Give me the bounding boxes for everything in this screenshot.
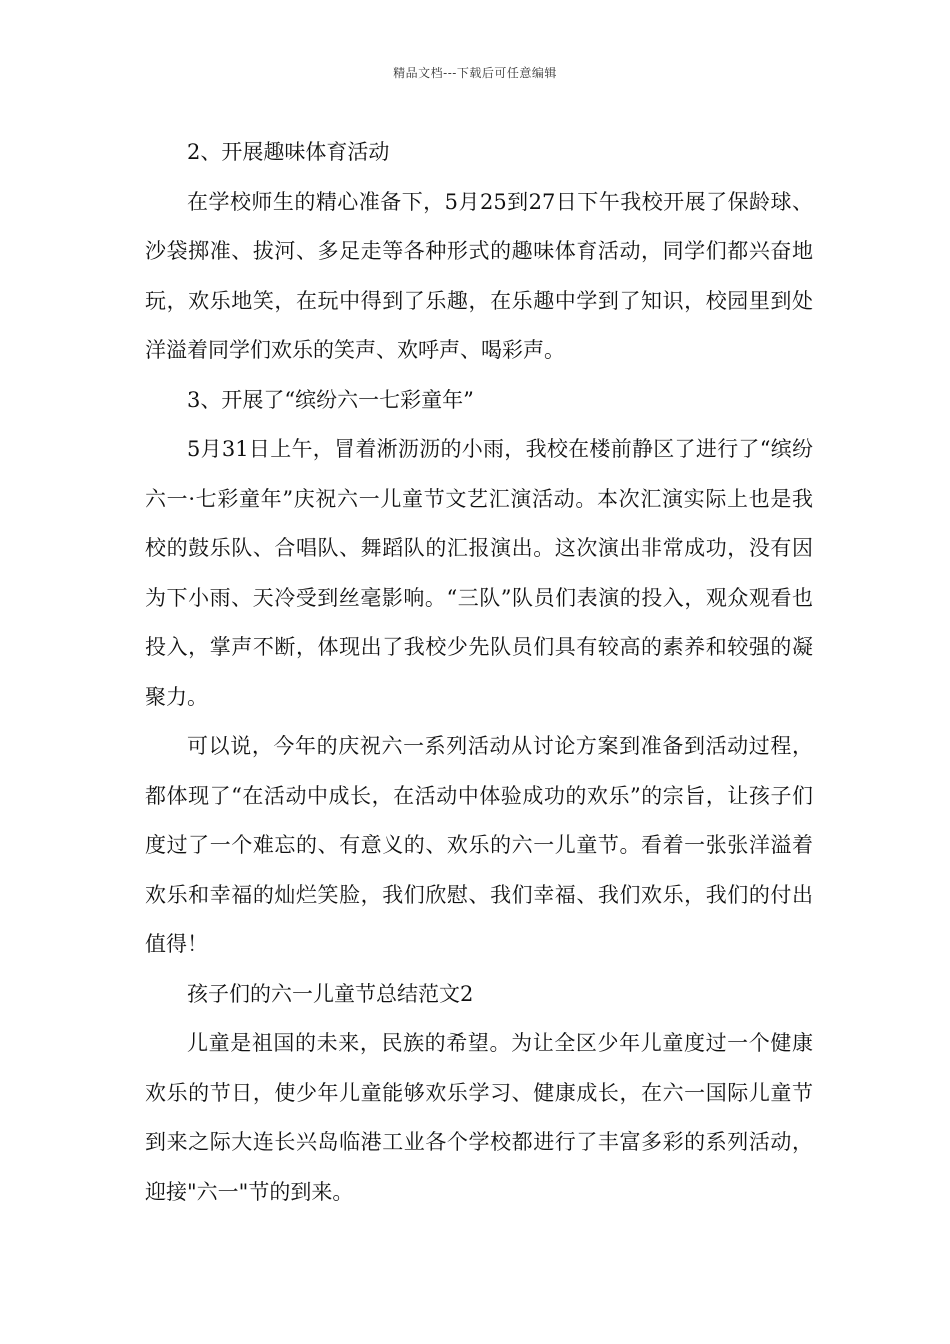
paragraph-essay-2-intro: 儿童是祖国的未来，民族的希望。为让全区少年儿童度过一个健康欢乐的节日，使少年儿童能够欢乐学习、健康成长，在六一国际儿童节到来之际大连长兴岛临港工业各个学校都进行了丰富多彩的系列活动，迎接"六一"节的到来。 xyxy=(145,1031,813,1204)
page-header: 精品文档---下载后可任意编辑 xyxy=(393,66,557,80)
section-heading-sports: 2、开展趣味体育活动 xyxy=(187,140,390,164)
paragraph-sports-activities: 在学校师生的精心准备下，5月25到27日下午我校开展了保龄球、沙袋掷准、拔河、多足走等各种形式的趣味体育活动，同学们都兴奋地玩，欢乐地笑，在玩中得到了乐趣，在乐趣中学到了知识，校园里到处洋溢着同学们欢乐的笑声、欢呼声、喝彩声。 xyxy=(145,189,813,362)
section-heading-performance: 3、开展了“缤纷六一七彩童年” xyxy=(187,387,474,412)
paragraph-conclusion: 可以说，今年的庆祝六一系列活动从讨论方案到准备到活动过程，都体现了“在活动中成长，在活动中体验成功的欢乐”的宗旨，让孩子们度过了一个难忘的、有意义的、欢乐的六一儿童节。看着一张张洋溢着欢乐和幸福的灿烂笑脸，我们欣慰、我们幸福、我们欢乐，我们的付出值得！ xyxy=(145,734,813,956)
paragraph-performance: 5月31日上午，冒着淅沥沥的小雨，我校在楼前静区了进行了“缤纷六一·七彩童年”庆祝六一儿童节文艺汇演活动。本次汇演实际上也是我校的鼓乐队、合唱队、舞蹈队的汇报演出。这次演出非常成功，没有因为下小雨、天冷受到丝毫影响。“三队”队员们表演的投入，观众观看也投入，掌声不断，体现出了我校少先队员们具有较高的素养和较强的凝聚力。 xyxy=(145,437,813,709)
essay-title-2: 孩子们的六一儿童节总结范文2 xyxy=(187,981,474,1006)
document-body xyxy=(145,128,813,1217)
